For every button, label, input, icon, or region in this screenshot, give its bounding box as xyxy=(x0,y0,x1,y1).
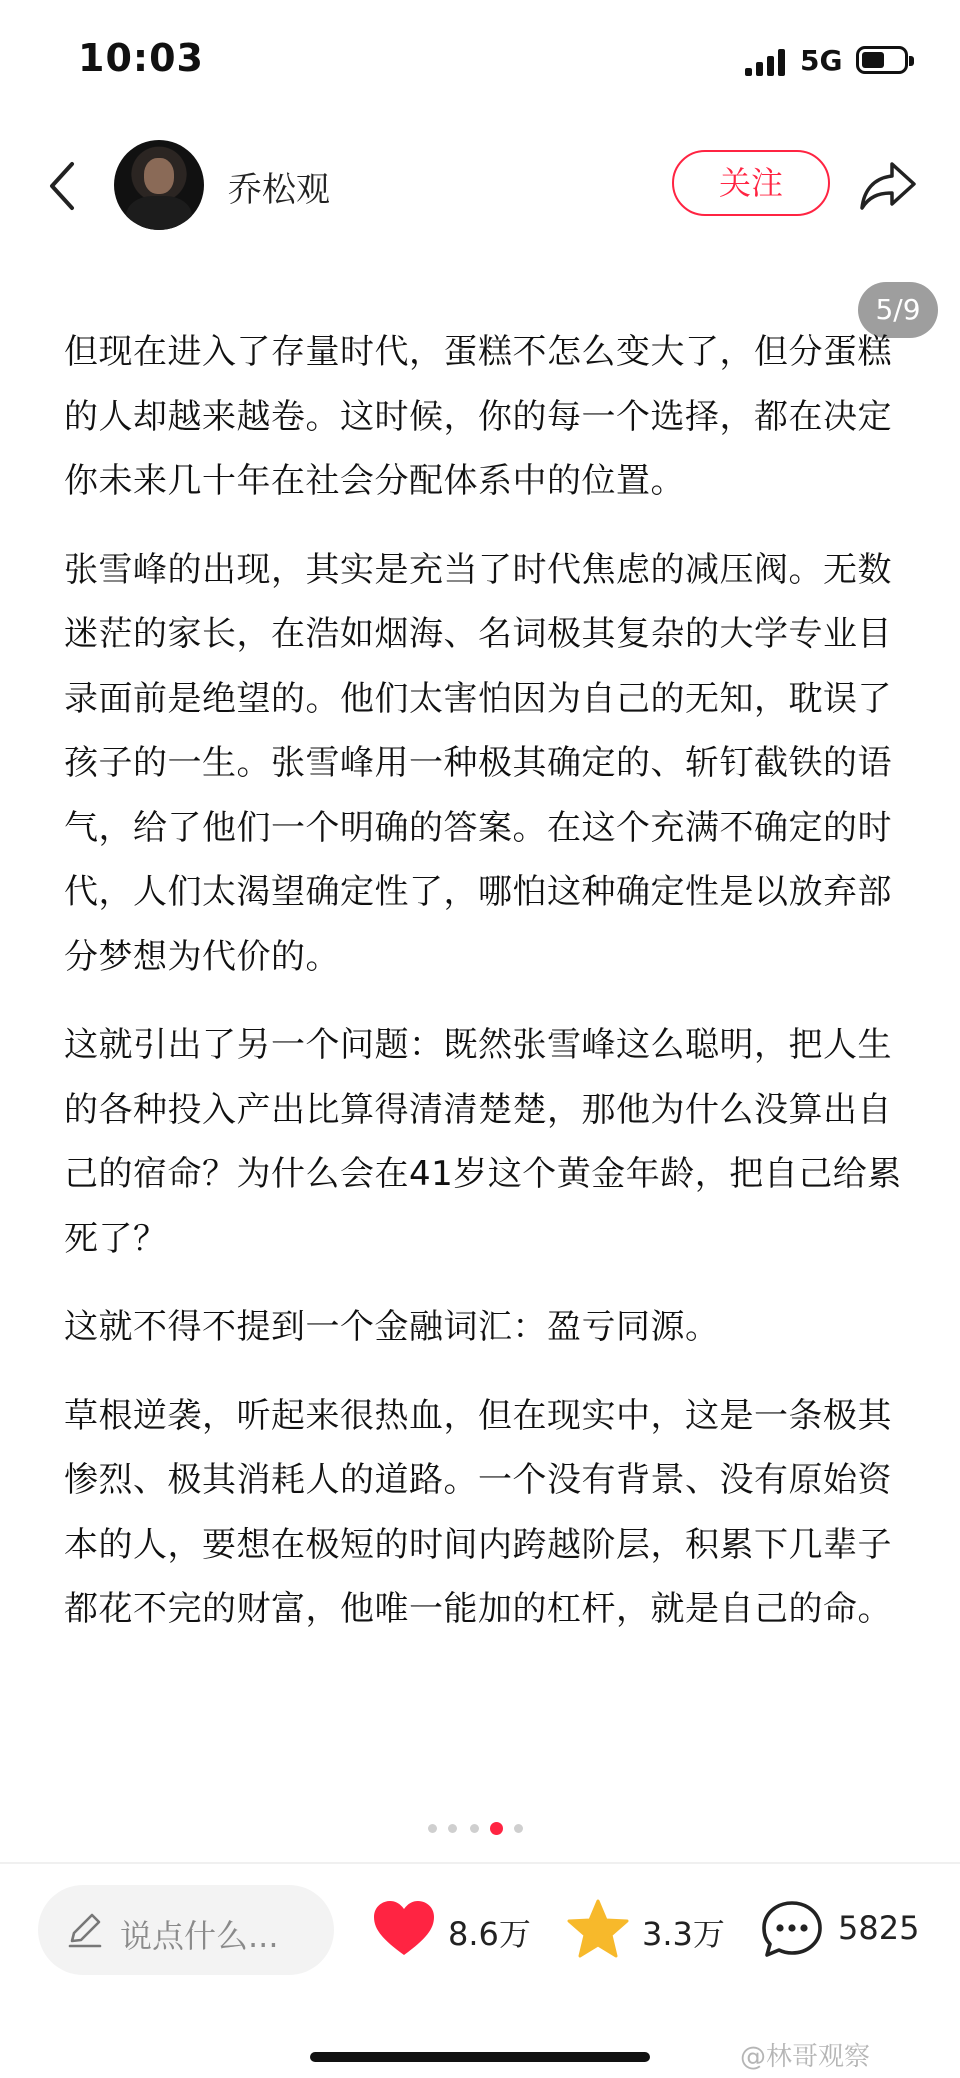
status-bar xyxy=(0,0,960,120)
carousel-dot-active[interactable] xyxy=(490,1822,503,1835)
page-counter: 5/9 xyxy=(858,282,938,338)
like-button[interactable] xyxy=(372,1895,542,1965)
article-paragraph: 这就引出了另一个问题：既然张雪峰这么聪明，把人生的各种投入产出比算得清清楚楚，那他为什么没算出自己的宿命？为什么会在41岁这个黄金年龄，把自己给累死了？ xyxy=(64,1025,902,1259)
pen-icon xyxy=(66,1911,104,1949)
home-indicator[interactable] xyxy=(310,2052,650,2062)
watermark: @林哥观察 xyxy=(740,2042,871,2072)
comment-button[interactable] xyxy=(760,1895,930,1965)
comment-count: 5825 xyxy=(838,1909,920,1947)
favorite-button[interactable] xyxy=(566,1895,736,1965)
signal-icon xyxy=(745,48,787,76)
comment-icon xyxy=(760,1899,824,1959)
author-name[interactable]: 乔松观 xyxy=(228,170,330,210)
comment-placeholder: 说点什么... xyxy=(120,1917,279,1955)
battery-icon xyxy=(856,46,908,74)
article-paragraph: 张雪峰的出现，其实是充当了时代焦虑的减压阀。无数迷茫的家长，在浩如烟海、名词极其复杂的大学专业目录面前是绝望的。他们太害怕因为自己的无知，耽误了孩子的一生。张雪峰用一种极其确定的、斩钉截铁的语气，给了他们一个明确的答案。在这个充满不确定的时代，人们太渴望确定性了，哪怕这种确定性是以放弃部分梦想为代价的。 xyxy=(64,549,892,977)
bottom-divider xyxy=(0,1862,960,1864)
like-count: 8.6万 xyxy=(448,1915,531,1953)
avatar[interactable] xyxy=(114,140,204,230)
post-header xyxy=(0,130,960,240)
carousel-dot[interactable] xyxy=(470,1824,479,1833)
comment-input[interactable] xyxy=(38,1885,334,1975)
carousel-dot[interactable] xyxy=(448,1824,457,1833)
article-body xyxy=(64,320,914,1666)
favorite-count: 3.3万 xyxy=(642,1915,725,1953)
carousel-dot[interactable] xyxy=(514,1824,523,1833)
status-time: 10:03 xyxy=(78,36,204,80)
star-icon xyxy=(566,1899,630,1959)
follow-button[interactable]: 关注 xyxy=(672,150,830,216)
article-paragraph: 但现在进入了存量时代，蛋糕不怎么变大了，但分蛋糕的人却越来越卷。这时候，你的每一个选择，都在决定你未来几十年在社会分配体系中的位置。 xyxy=(64,332,892,501)
article-paragraph: 草根逆袭，听起来很热血，但在现实中，这是一条极其惨烈、极其消耗人的道路。一个没有背景、没有原始资本的人，要想在极短的时间内跨越阶层，积累下几辈子都花不完的财富，他唯一能加的杠杆，就是自己的命。 xyxy=(64,1395,892,1629)
back-icon[interactable] xyxy=(42,156,88,216)
share-icon[interactable] xyxy=(858,156,918,214)
network-label: 5G xyxy=(800,44,843,77)
article-paragraph: 这就不得不提到一个金融词汇：盈亏同源。 xyxy=(64,1307,720,1347)
carousel-dot[interactable] xyxy=(428,1824,437,1833)
heart-icon xyxy=(372,1899,436,1959)
